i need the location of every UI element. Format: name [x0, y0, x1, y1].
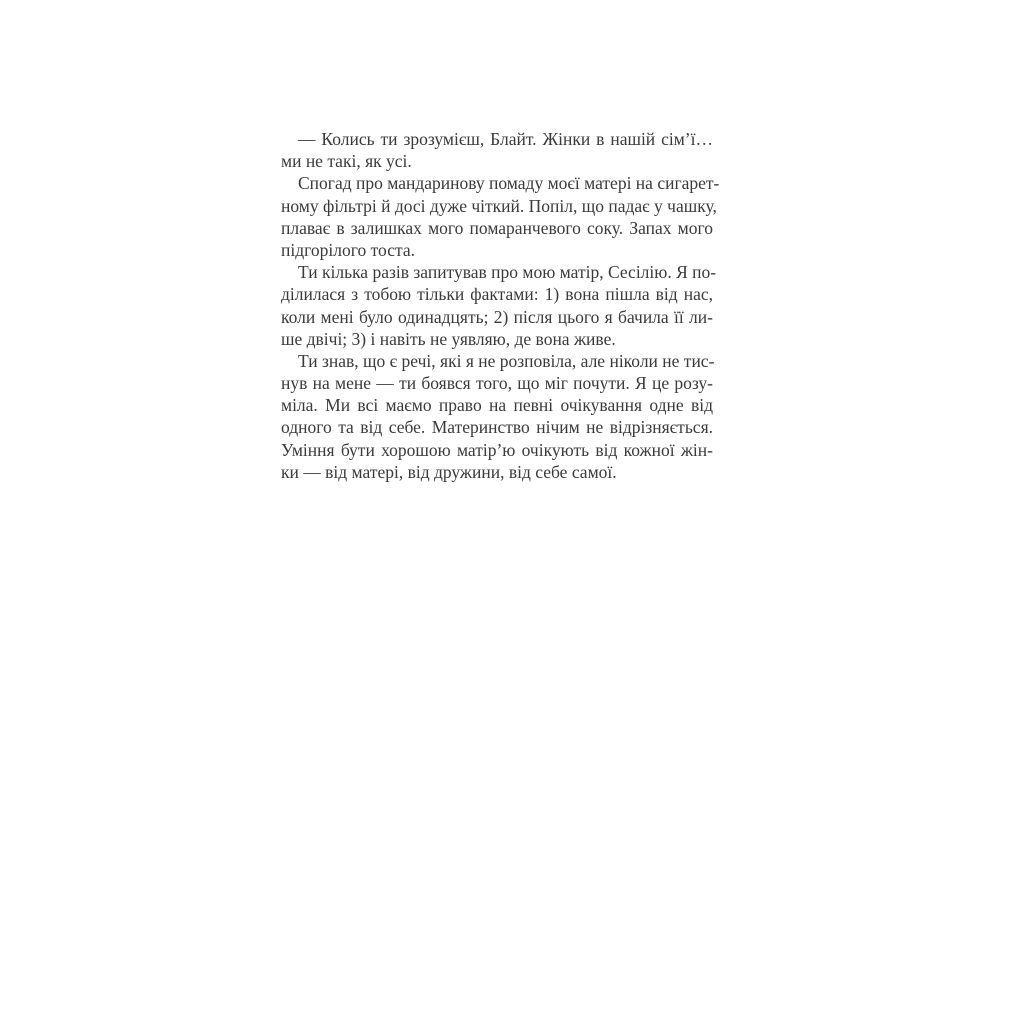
- text-line: плаває в залишках мого помаранчевого соку. Запах мого: [281, 217, 713, 238]
- text-line: ше двічі; 3) і навіть не уявляю, де вона живе.: [281, 328, 616, 349]
- text-line: Спогад про мандаринову помаду моєї матері на сигарет-: [298, 173, 720, 194]
- text-line: ки — від матері, від дружини, від себе самої.: [281, 461, 617, 482]
- text-line: Ти знав, що є речі, які я не розповіла, але ніколи не тис-: [298, 350, 715, 371]
- text-line: ділилася з тобою тільки фактами: 1) вона пішла від нас,: [281, 284, 713, 305]
- body-text: [281, 128, 720, 483]
- text-line: підгорілого тоста.: [281, 239, 415, 260]
- text-line: ми не такі, як усі.: [281, 151, 412, 172]
- text-line: ному фільтрі й досі дуже чіткий. Попіл, що падає у чашку,: [281, 195, 717, 216]
- text-line: — Колись ти зрозумієш, Блайт. Жінки в нашій сім’ї…: [298, 129, 713, 149]
- text-line: коли мені було одинадцять; 2) після цього я бачила її ли-: [281, 306, 713, 327]
- text-line: нув на мене — ти боявся того, що міг почути. Я це розу-: [281, 373, 713, 394]
- text-line: одного та від себе. Материнство нічим не відрізняється.: [281, 417, 713, 438]
- text-line: Уміння бути хорошою матір’ю очікують від кожної жін-: [281, 439, 713, 460]
- text-line: міла. Ми всі маємо право на певні очікування одне від: [281, 395, 713, 416]
- text-line: Ти кілька разів запитував про мою матір, Сесілію. Я по-: [298, 262, 717, 283]
